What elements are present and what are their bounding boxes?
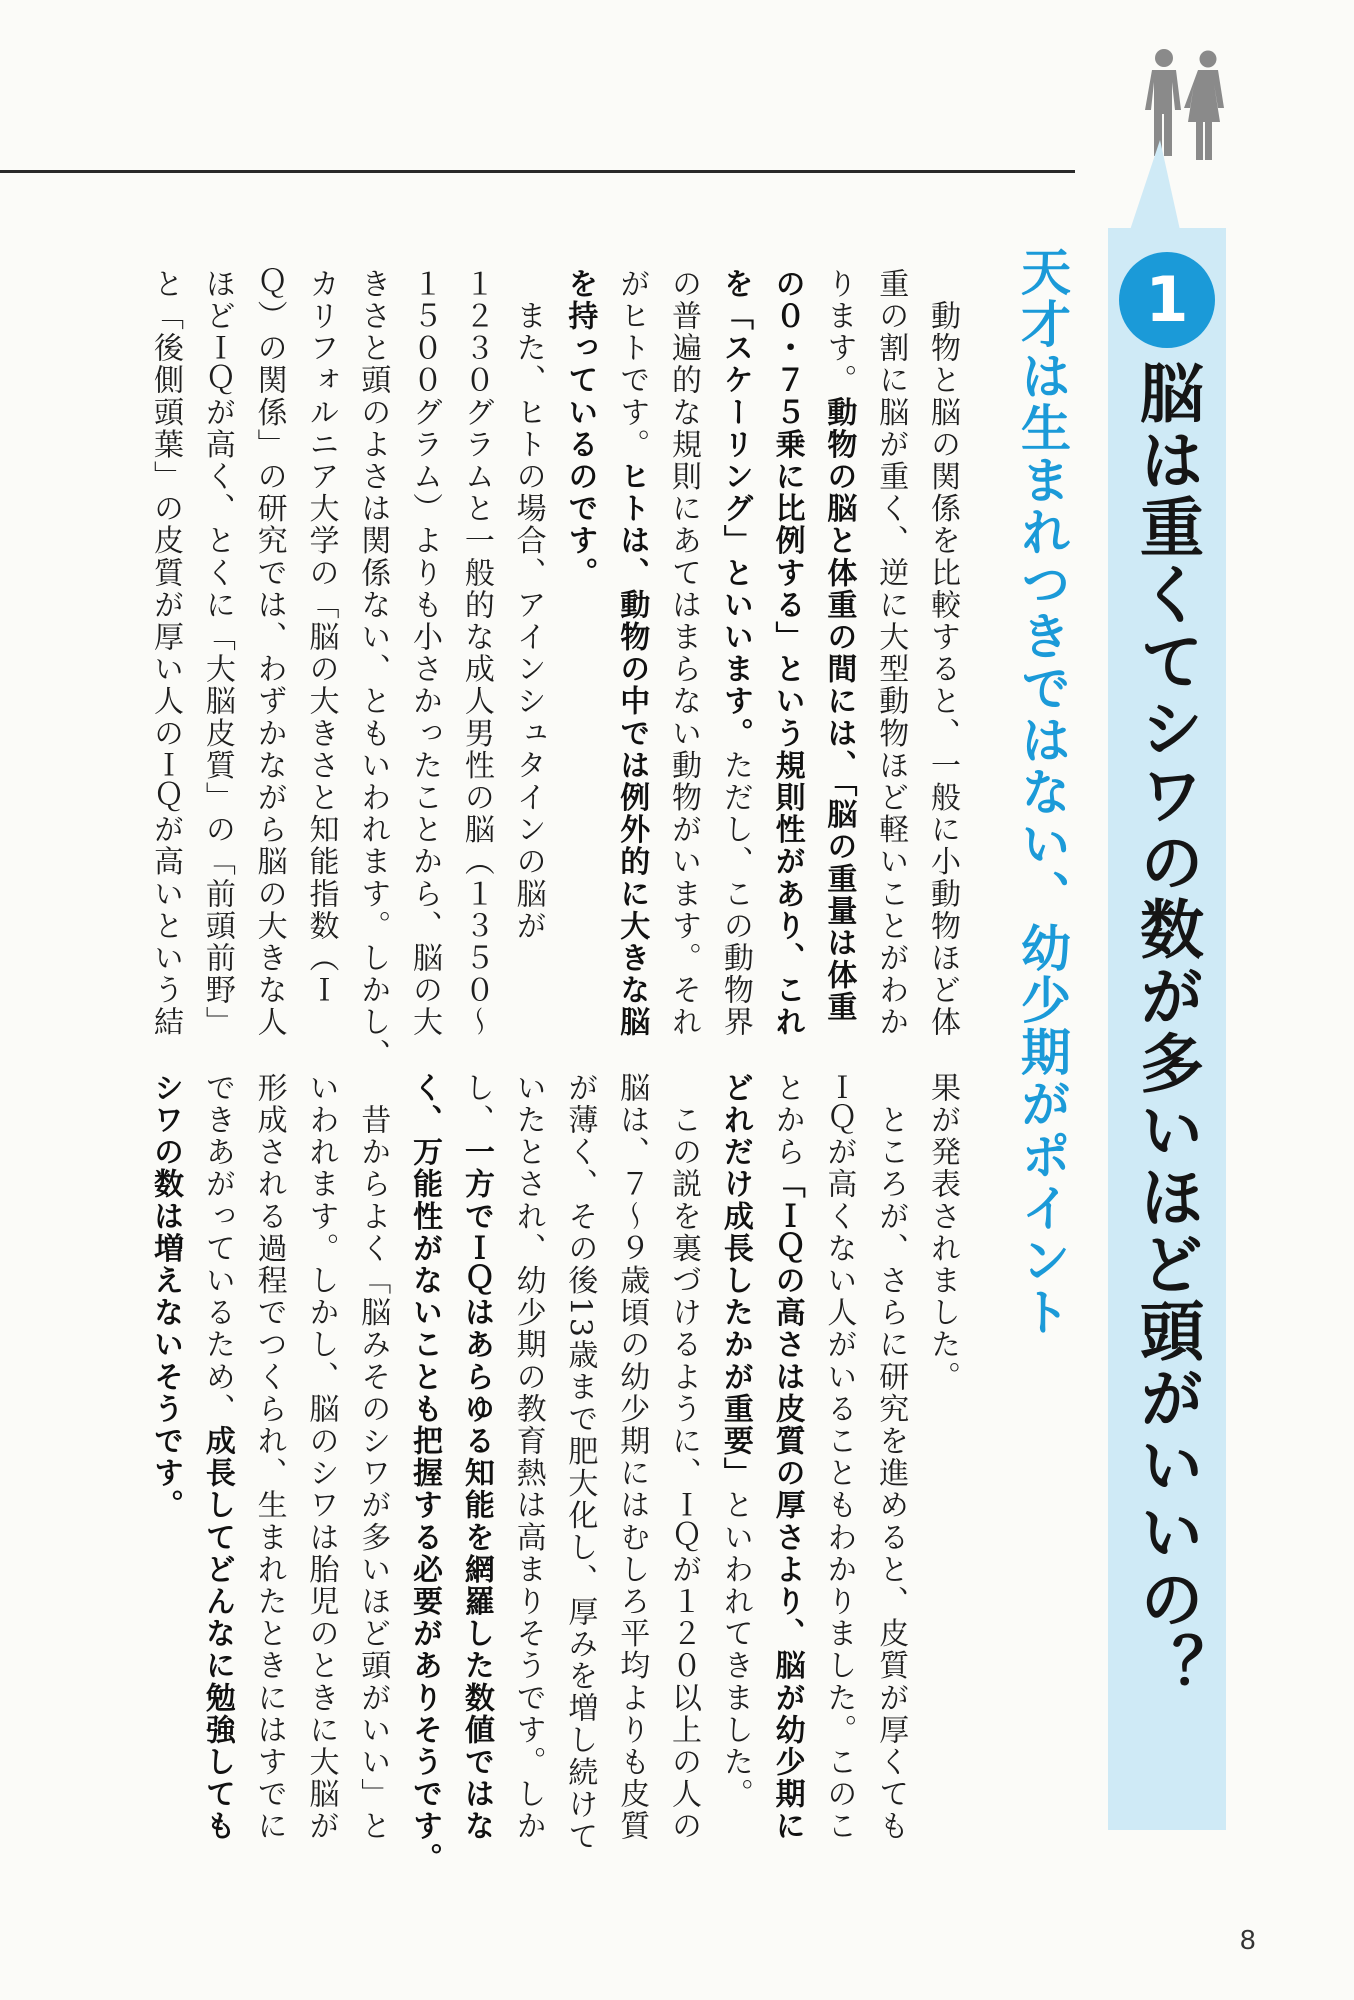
bold-text: 一方でＩＱはあらゆる知能を網羅した数値ではな [458, 1136, 494, 1843]
text-segment: といわれてきました。 [717, 1489, 753, 1811]
text-line [916, 268, 968, 1039]
bold-text: を「スケーリング」といいます。 [717, 268, 753, 750]
text-line [761, 268, 813, 1039]
text-segment: ところが、さらに研究を進めると、皮質が厚くても [873, 1072, 909, 1843]
text-line [554, 1072, 606, 1853]
text-segment: と「後側頭葉」の皮質が厚い人のＩＱが高いという結 [148, 268, 184, 1039]
text-segment: 脳は、７～９歳頃の幼少期にはむしろ平均よりも皮質 [614, 1072, 650, 1843]
body-column-1 [128, 268, 968, 1071]
text-line [813, 268, 865, 1024]
text-segment: いわれます。しかし、脳のシワは胎児のときに大脳が [303, 1072, 339, 1843]
bold-text: ヒトは、動物の中では例外的に大きな脳 [614, 460, 650, 1039]
text-segment: Ｑ）の関係」の研究では、わずかながら脳の大きな人 [251, 268, 287, 1039]
text-segment: きさと頭のよさは関係ない、ともいわれます。しかし、 [355, 268, 391, 1071]
text-line [191, 268, 243, 1039]
text-segment: が薄く、その後13歳まで肥大化し、厚みを増し続けて [562, 1072, 598, 1853]
text-line [191, 1072, 243, 1843]
text-segment: ＩＱが高くない人がいることもわかりました。このこ [821, 1072, 857, 1843]
text-line [346, 1072, 398, 1843]
text-segment: 形成される過程でつくられ、生まれたときにはすでに [251, 1072, 287, 1843]
text-segment: 果が発表されました。 [925, 1072, 960, 1393]
body-column-2 [128, 1072, 968, 1875]
text-segment: ります。 [821, 268, 857, 397]
subtitle: 天才は生まれつきではない、幼少期がポイント [1013, 246, 1071, 1338]
text-line [243, 268, 295, 1039]
text-segment: 昔からよく「脳みそのシワが多いほど頭がいい」と [355, 1072, 391, 1843]
text-line [554, 268, 606, 1008]
text-segment: カリフォルニア大学の「脳の大きさと知能指数（Ｉ [303, 268, 339, 1007]
bold-text: どれだけ成長したかが重要」 [717, 1072, 753, 1490]
text-segment: また、ヒトの場合、アインシュタインの脳が [510, 268, 546, 943]
text-line [709, 268, 761, 1039]
text-segment: １２３０グラムと一般的な成人男性の脳（１３５０～ [458, 268, 494, 1039]
text-line [813, 1072, 865, 1843]
text-line [398, 268, 450, 1039]
bold-text: 成長してどんなに勉強しても [199, 1425, 235, 1843]
text-line [657, 1072, 709, 1843]
text-line [243, 1072, 295, 1843]
text-line [346, 268, 398, 1071]
text-line [605, 1072, 657, 1843]
text-line [139, 268, 191, 1039]
callout-pointer [1120, 140, 1180, 230]
text-line [450, 1072, 502, 1843]
text-line [502, 1072, 554, 1843]
text-line [502, 268, 554, 1008]
text-segment: できあがっているため、 [199, 1072, 235, 1426]
text-line [139, 1072, 191, 1812]
text-segment: し、 [458, 1072, 494, 1137]
text-segment: 動物と脳の関係を比較すると、一般に小動物ほど体 [925, 268, 960, 1039]
text-segment: この説を裏づけるように、ＩＱが１２０以上の人の [666, 1072, 702, 1843]
text-line [295, 268, 347, 1008]
text-segment: がヒトです。 [614, 268, 650, 461]
top-rule [0, 170, 1075, 173]
bold-text: 動物の脳と体重の間には、「脳の重量は体重 [821, 396, 857, 1024]
bold-text: を持っているのです。 [562, 268, 598, 589]
text-segment: ただし、この動物界 [717, 749, 753, 1039]
bold-text: の０・７５乗に比例する」という規則性があり、これ [769, 268, 805, 1039]
text-segment: とから [769, 1072, 805, 1169]
text-line [709, 1072, 761, 1812]
text-segment: ほどＩＱが高く、とくに「大脳皮質」の「前頭前野」 [199, 268, 235, 1039]
text-line [605, 268, 657, 1039]
page-title: 脳は重くてシワの数が多いほど頭がいいの？ [1129, 360, 1203, 1700]
bold-text: シワの数は増えないそうです。 [148, 1072, 184, 1522]
text-segment: １５００グラム）よりも小さかったことから、脳の大 [407, 268, 443, 1039]
text-segment: 重の割に脳が重く、逆に大型動物ほど軽いことがわか [873, 268, 909, 1039]
text-line [864, 268, 916, 1039]
section-number-badge: 1 [1119, 252, 1215, 348]
text-line [761, 1072, 813, 1843]
text-segment: の普遍的な規則にあてはまらない動物がいます。それ [666, 268, 702, 1039]
text-line [295, 1072, 347, 1843]
text-line [450, 268, 502, 1039]
bold-text: 「ＩＱの高さは皮質の厚さより、脳が幼少期に [769, 1168, 805, 1843]
text-segment: いたとされ、幼少期の教育熱は高まりそうです。しか [510, 1072, 546, 1843]
bold-text: く、万能性がないことも把握する必要がありそうです。 [407, 1072, 443, 1875]
text-line [864, 1072, 916, 1843]
text-line [916, 1072, 968, 1812]
text-line [657, 268, 709, 1039]
text-line [398, 1072, 450, 1875]
page-number: 8 [1240, 1924, 1256, 1955]
